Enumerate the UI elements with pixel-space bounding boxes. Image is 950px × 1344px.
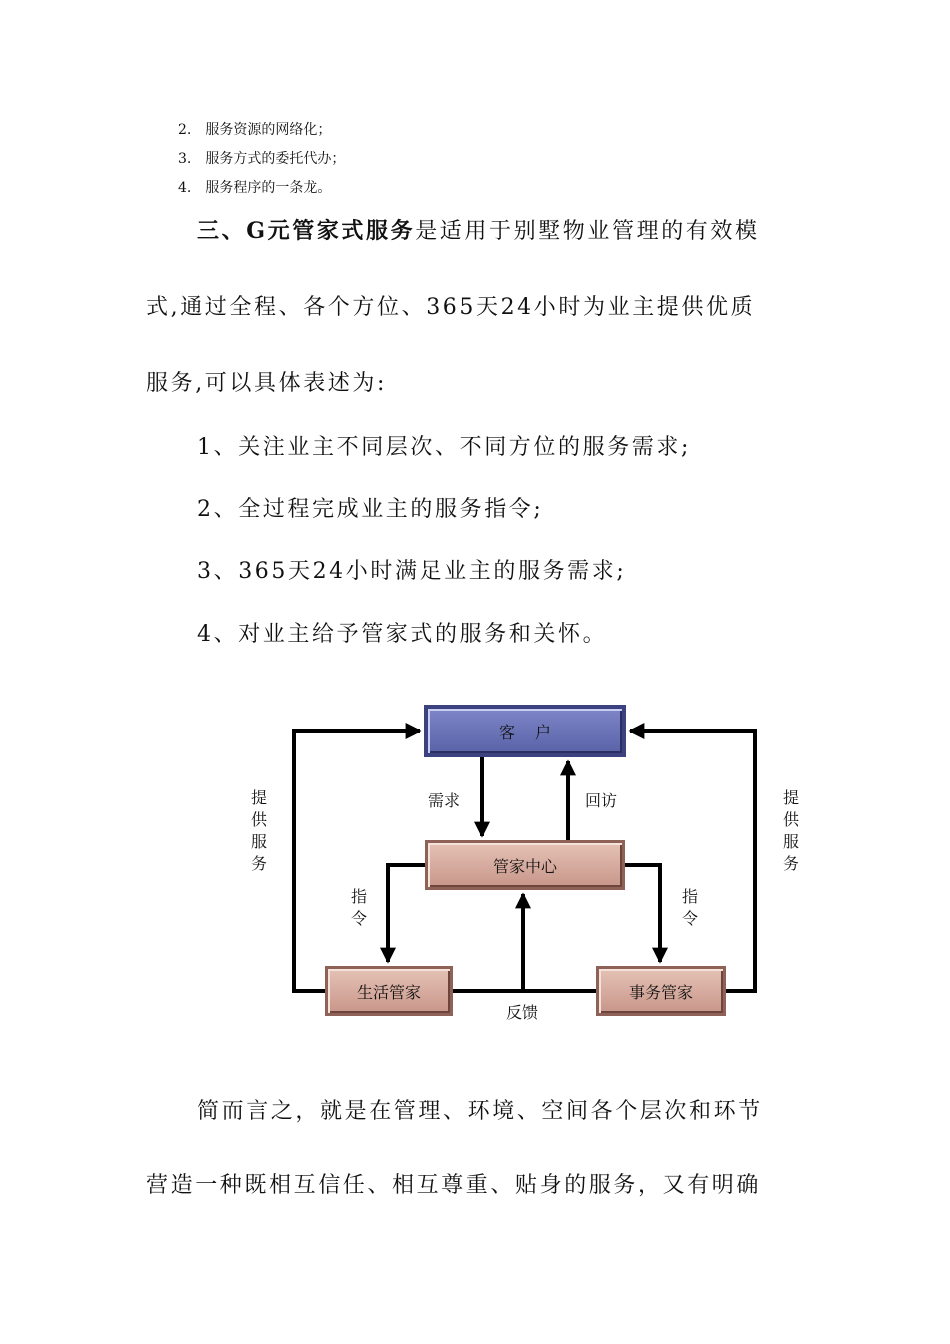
instruction-right-label: 指令: [681, 887, 698, 928]
provide-right-arrow: [630, 731, 755, 991]
service-item-4: 4、对业主给予管家式的服务和关怀。: [197, 622, 608, 647]
list-number: 2.: [178, 122, 192, 138]
client-box: 客户: [424, 705, 626, 757]
instruction-right-arrow: [625, 865, 660, 962]
list-number: 4.: [178, 180, 192, 196]
section-paragraph-line3: 服务,可以具体表述为:: [146, 371, 388, 396]
demand-label: 需求: [428, 791, 461, 810]
section-line1-text: 是适用于别墅物业管理的有效模: [415, 219, 760, 244]
provide-left-arrow: [294, 731, 420, 991]
service-item-1: 1、关注业主不同层次、不同方位的服务需求;: [197, 435, 692, 460]
feedback-label: 反馈: [506, 1003, 539, 1022]
closing-line1: 简而言之，就是在管理、环境、空间各个层次和环节: [197, 1099, 763, 1124]
list-text: 服务资源的网络化；: [205, 122, 332, 138]
instruction-left-arrow: [388, 865, 425, 962]
provide-right-label: 提供服务: [782, 788, 799, 873]
butler-center-box: 管家中心: [425, 840, 625, 890]
list-number: 3.: [178, 151, 192, 167]
affairs-butler-box: 事务管家: [596, 966, 726, 1016]
revisit-label: 回访: [585, 791, 618, 810]
service-item-2: 2、全过程完成业主的服务指令;: [197, 497, 544, 522]
list-text: 服务方式的委托代办；: [205, 151, 346, 167]
provide-left-label: 提供服务: [250, 788, 267, 873]
life-butler-box: 生活管家: [325, 966, 453, 1016]
section-paragraph-line2: 式,通过全程、各个方位、365天24小时为业主提供优质: [146, 295, 756, 320]
instruction-left-label: 指令: [350, 887, 367, 928]
service-item-3: 3、365天24小时满足业主的服务需求;: [197, 559, 627, 584]
section-heading: 三、G元管家式服务: [197, 218, 416, 244]
closing-line2: 营造一种既相互信任、相互尊重、贴身的服务，又有明确: [146, 1173, 762, 1198]
list-text: 服务程序的一条龙。: [205, 180, 332, 196]
